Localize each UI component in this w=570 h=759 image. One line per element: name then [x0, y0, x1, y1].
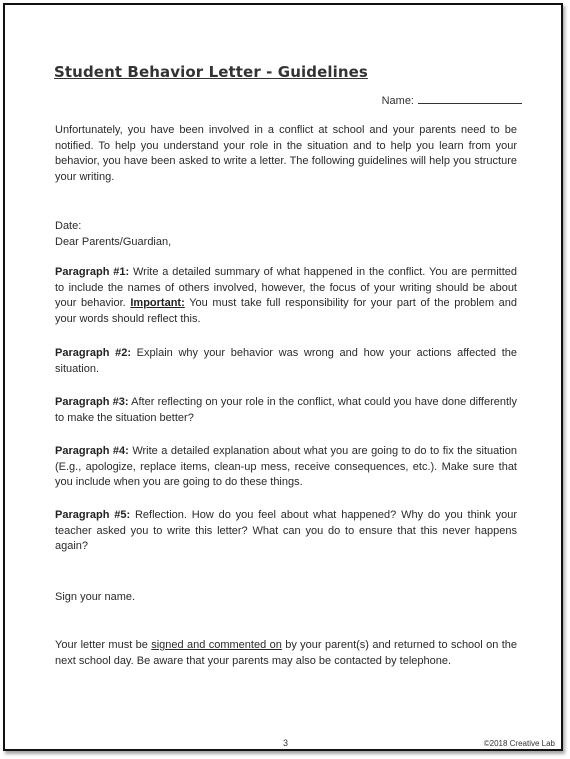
paragraph-4-label: Paragraph #4:	[55, 445, 129, 457]
paragraph-2-label: Paragraph #2:	[55, 347, 131, 359]
name-blank-line	[418, 92, 522, 104]
salutation: Dear Parents/Guardian,	[55, 235, 172, 248]
sign-instruction: Sign your name.	[55, 591, 136, 603]
closing-underlined: signed and commented on	[151, 639, 282, 651]
copyright-notice: ©2018 Creative Lab	[483, 739, 555, 748]
paragraph-1-guideline	[55, 265, 517, 327]
paragraph-3-label: Paragraph #3:	[55, 396, 129, 408]
paragraph-3-text: After reflecting on your role in the conflict, what could you have done differently to make the situation better?	[55, 396, 517, 424]
paragraph-2-guideline	[55, 346, 517, 377]
paragraph-1-text-b: You must take full responsibility for your part of the problem and your words should reflect this.	[55, 297, 518, 325]
name-field	[382, 92, 522, 107]
paragraph-5-label: Paragraph #5:	[55, 509, 131, 521]
closing-paragraph	[55, 638, 517, 669]
page-title: Student Behavior Letter - Guidelines	[54, 63, 368, 81]
important-label: Important:	[130, 297, 185, 309]
paragraph-5-text: Reflection. How do you feel about what happened? Why do you think your teacher asked you to write this letter? What can you do to ensure that this never happens again?	[55, 509, 517, 552]
closing-text-a: Your letter must be	[55, 639, 152, 651]
paragraph-2-text: Explain why your behavior was wrong and how your actions affected the situation.	[55, 347, 517, 375]
paragraph-1-label: Paragraph #1:	[55, 266, 130, 278]
closing-text-b: by your parent(s) and returned to school on the next school day. Be aware that your parents may also be contacted by telephone.	[55, 639, 517, 667]
letter-opening	[55, 219, 517, 250]
paragraph-5-guideline	[55, 508, 517, 555]
paragraph-4-text: Write a detailed explanation about what you are going to do to fix the situation (E.g., apologize, replace items, clean-up mess, receive consequences, etc.). Make sure that you include when you are going to do these things.	[55, 445, 517, 488]
paragraph-3-guideline	[55, 395, 517, 426]
date-label: Date:	[55, 220, 82, 232]
intro-paragraph: Unfortunately, you have been involved in a conflict at school and your parents need to be notified. To help you understand your role in the situation and to help you learn from your behavior, you have been asked to write a letter. The following guidelines will help you structure your writing.	[55, 124, 517, 183]
paragraph-1-text-a: Write a detailed summary of what happened in the conflict. You are permitted to include the names of others involved, however, the focus of your writing should be about your behavior.	[55, 266, 517, 309]
paragraph-4-guideline	[55, 444, 517, 491]
page-number: 3	[283, 738, 289, 748]
name-label: Name:	[381, 95, 414, 107]
